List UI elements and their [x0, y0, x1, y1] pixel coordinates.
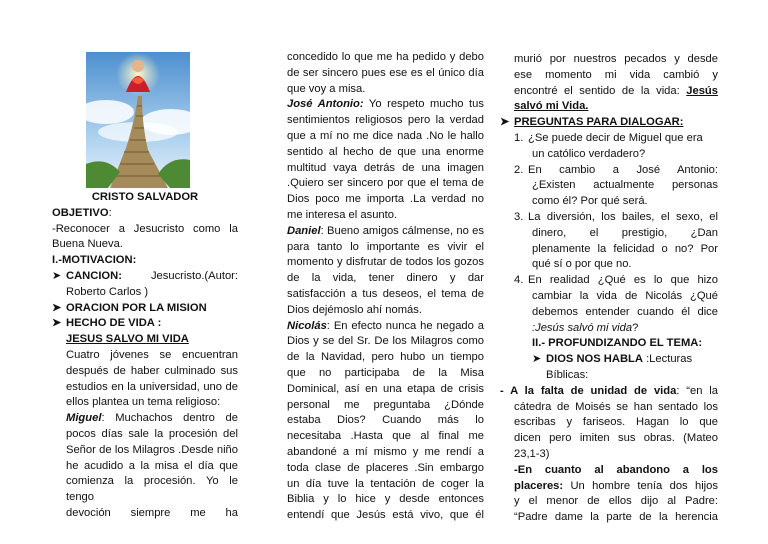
arrow-bullet-icon: ➤ [500, 116, 510, 129]
story-line: que voy a misa. [287, 82, 366, 95]
story-line: de la Navidad, pero hubo un tiempo [287, 351, 484, 364]
arrow-bullet-icon: ➤ [532, 353, 542, 366]
miguel-line: Miguel: Muchachos dentro de [66, 412, 238, 425]
story-line: entendí que Jesús está vivo, que él [287, 509, 484, 522]
arrow-bullet-icon: ➤ [52, 301, 62, 314]
quote-line: 23,1-3) [514, 447, 550, 460]
falta-unidad-line: - A la falta de unidad de vida: “en la [500, 384, 719, 397]
story-line: de ser sincero pues ese es el único día [287, 66, 484, 79]
question-3-cont: plenamente la felicidad o no? Por [532, 242, 718, 255]
objetivo-text: -Reconocer a Jesucristo como la [52, 222, 238, 235]
question-4-cont: debemos entender cuando él dice [532, 305, 718, 318]
daniel-line: Daniel: Bueno amigos cálmense, no es [287, 224, 484, 237]
objetivo-line: OBJETIVO: [52, 206, 112, 219]
story-line: Dios poco me importa .La verdad no [287, 193, 484, 206]
dios-nos-habla-item: ➤ DIOS NOS HABLA :Lecturas [500, 352, 718, 368]
cancion-item: ➤ CANCION: Jesucristo.(Autor: [52, 269, 238, 285]
question-2-cont: ¿Existen actualmente personas [532, 179, 718, 192]
question-4-cont: :Jesús salvó mi vida? [532, 321, 639, 334]
jose-line: José Antonio: Yo respeto mucho tus [287, 98, 484, 111]
arrow-bullet-icon: ➤ [52, 269, 62, 282]
story-line: estudios en la universidad, uno de [66, 380, 238, 393]
question-4: 4. En realidad ¿Qué es lo que hizo [514, 274, 718, 287]
story-line: devoción siempre me ha [66, 506, 238, 519]
story-line: Cuatro jóvenes se encuentran [66, 348, 238, 361]
quote-line: “Padre dame la parte de la herencia [514, 511, 718, 524]
story-line: momento y disfrutar de todos los gozos [287, 256, 484, 269]
story-line: que a mí no me dice nada .No le hallo [287, 129, 484, 142]
quote-line: cátedra de Moisés se han sentado los [514, 400, 718, 413]
story-line: para tanto lo importante es vivir el [287, 240, 484, 253]
story-line: sentido al hecho de que una enorme [287, 145, 484, 158]
story-emphasis: salvó mi Vida. [514, 100, 589, 113]
story-line: Biblia y lo hice y desde entonces [287, 493, 484, 506]
question-1-cont: un católico verdadero? [532, 147, 646, 160]
story-line: .Quiero ser sincero por que el tema de [287, 177, 484, 190]
question-3-cont: dinero, el prestigio, ¿Dan [532, 226, 718, 239]
story-line: personal me preguntaba ¿Dónde [287, 398, 484, 411]
abandono-heading: -En cuanto al abandono a los [514, 463, 718, 476]
abandono-line: placeres: Un hombre tenía dos hijos [514, 479, 718, 492]
objetivo-text-2: Buena Nueva. [52, 238, 123, 251]
story-line: de la vida, tener dinero y dar [287, 272, 484, 285]
story-line: ellos plantea un tema religioso: [66, 396, 221, 409]
question-3-cont: qué sí o por que no. [532, 258, 632, 271]
story-line: después de haber culminado sus [66, 364, 238, 377]
oracion-item: ➤ ORACION POR LA MISION [52, 301, 238, 317]
motivacion-heading: I.-MOTIVACION: [52, 254, 137, 267]
story-line: encontré el sentido de la vida: Jesús [514, 84, 718, 97]
story-line: multitud vaya detrás de una imagen [287, 161, 484, 174]
question-2: 2. En cambio a José Antonio: [514, 163, 718, 176]
story-line: Dios y se del Sr. De los Milagros como [287, 335, 484, 348]
question-2-cont: como él? Por qué será. [532, 195, 648, 208]
story-line: he acudido a la misa el día que [66, 459, 238, 472]
story-line: Dios dejémoslo ahí nomás. [287, 303, 422, 316]
story-line: comienza la procesión. Yo le tengo [66, 475, 238, 504]
story-line: satisfacción a tus deseos, el tema de [287, 287, 484, 300]
arrow-bullet-icon: ➤ [52, 317, 62, 330]
story-line: pocos días sale la procesión del [66, 427, 238, 440]
quote-line: escribas y fariseos. Hagan lo que [514, 416, 718, 429]
column-1 [52, 0, 238, 522]
story-line: Dominical, así en una etapa de crisis [287, 382, 484, 395]
story-line: que no participaba de la Misa [287, 366, 484, 379]
story-line: sentimientos religiosos pero la verdad [287, 114, 484, 127]
doc-title: CRISTO SALVADOR [91, 191, 199, 203]
quote-line: y el menor de ellos dijo al Padre: [514, 495, 718, 508]
story-line: concedido lo que me ha pedido y debo [287, 51, 484, 63]
biblicas-label: Bíblicas: [546, 368, 589, 381]
question-3: 3. La diversión, los bailes, el sexo, el [514, 210, 718, 223]
column-2 [287, 50, 484, 524]
story-line: ese momento mi vida cambió y [514, 68, 718, 81]
story-line: estaba Dios? Cuando más lo [287, 414, 484, 427]
preguntas-heading: ➤ PREGUNTAS PARA DIALOGAR: [500, 115, 718, 131]
profundizando-heading: II.- PROFUNDIZANDO EL TEMA: [532, 337, 703, 350]
story-line: murió por nuestros pecados y desde [514, 53, 718, 65]
story-line: un día tuve la tentación de coger la [287, 477, 484, 490]
question-1: 1. ¿Se puede decir de Miguel que era [514, 131, 703, 144]
story-line: abandoné a mí mismo y me rendí a [287, 445, 484, 458]
hecho-title: JESUS SALVO MI VIDA [66, 333, 189, 346]
story-line: Señor de los Milagros .Desde niño [66, 443, 238, 456]
story-line: me interesa el asunto. [287, 208, 398, 221]
cancion-author: Roberto Carlos ) [66, 285, 149, 298]
quote-line: dicen pero imiten sus obras. (Mateo [514, 432, 718, 445]
hecho-item: ➤ HECHO DE VIDA : [52, 316, 238, 332]
story-line: necesitaba .Hasta que al final me [287, 430, 484, 443]
column-3 [500, 52, 718, 526]
question-4-cont: cambiar la vida de Nicolás ¿Qué [532, 289, 718, 302]
nicolas-line: Nicolás: En efecto nunca he negado a [287, 319, 484, 332]
story-line: toda clase de placeres .Sin embargo [287, 461, 484, 474]
